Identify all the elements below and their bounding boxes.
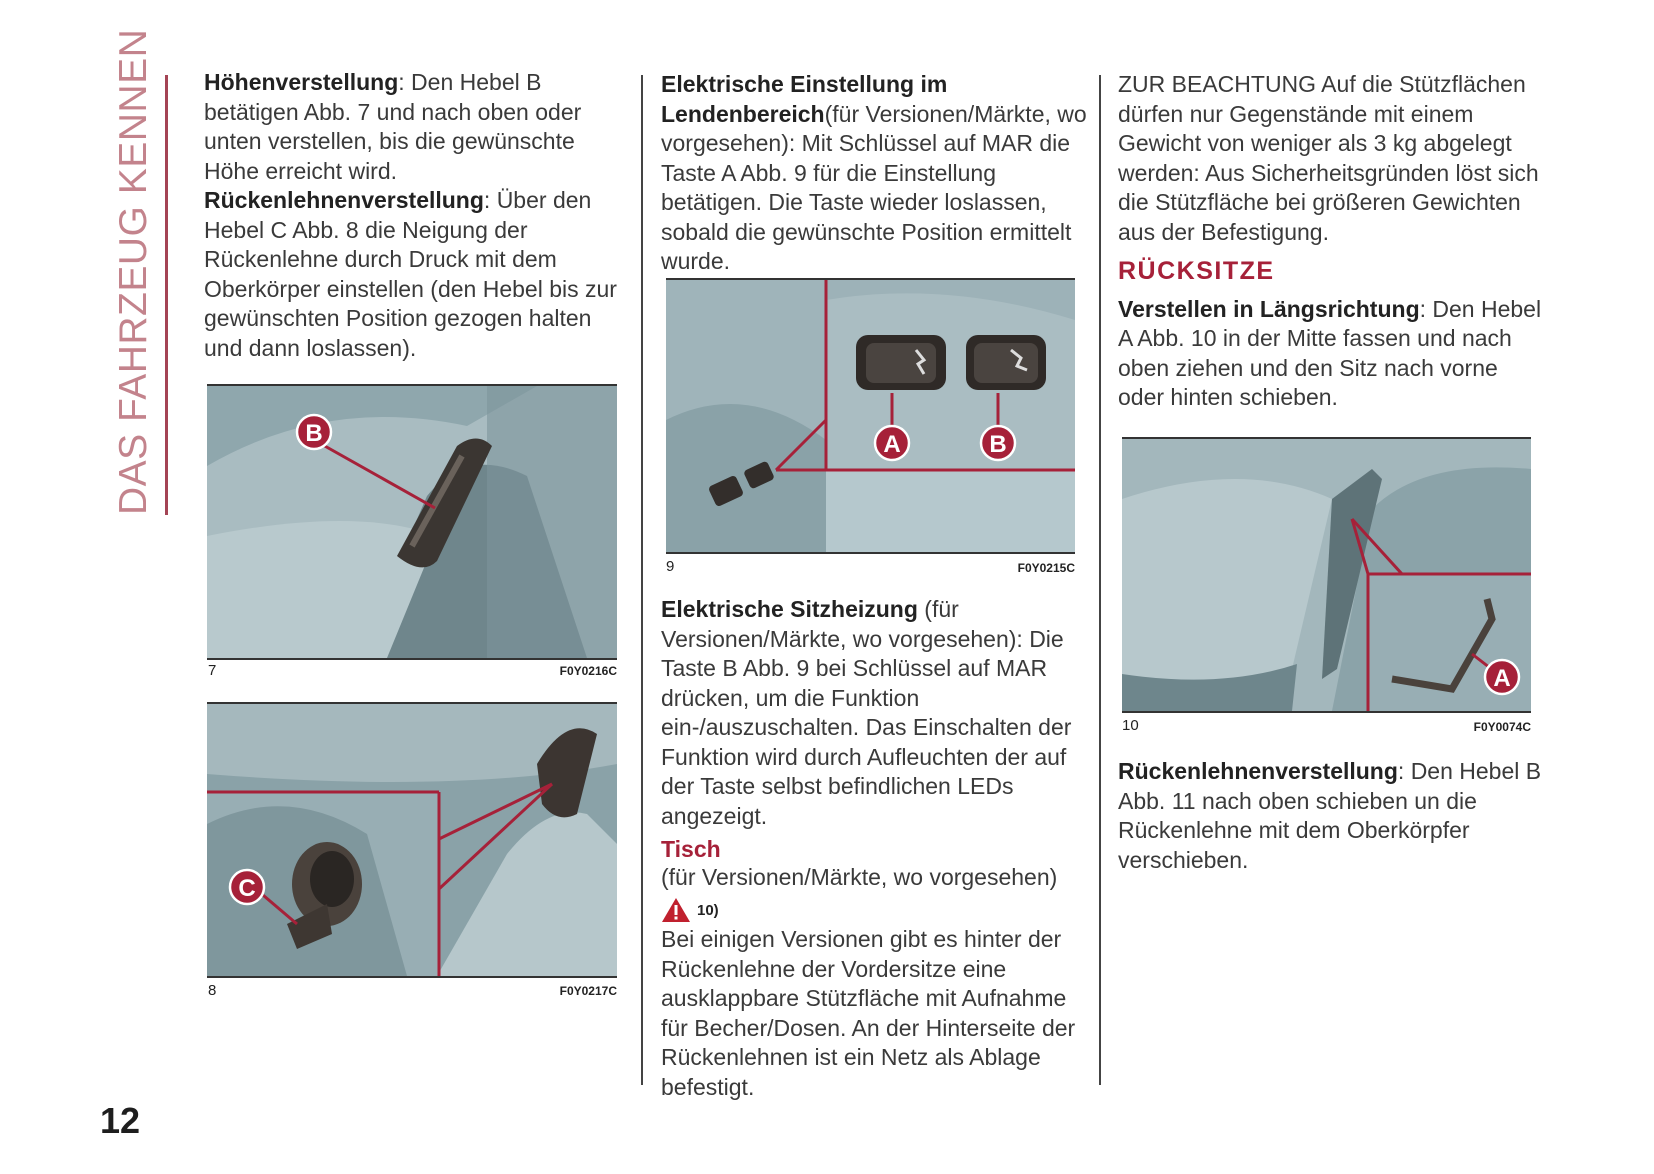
figure-10-code: F0Y0074C	[1473, 720, 1531, 734]
text-lendenbereich: (für Versionen/Märkte, wo vorgesehen): Mit Schlüssel auf MAR die Taste A Abb. 9 für die Einstellung betätigen. Die Taste wieder loslassen, sobald die gewünschte Position ermittelt wurde.	[661, 100, 1087, 274]
tisch-subtitle: (für Versionen/Märkte, wo vorgesehen)	[661, 863, 1058, 890]
section-title: RÜCKSITZE	[1118, 257, 1275, 285]
paragraph-lendenbereich	[661, 70, 1091, 277]
warning-number: 10)	[697, 901, 719, 919]
column-rule-2	[1099, 75, 1101, 1085]
column-1	[204, 68, 624, 363]
term-rueckenlehnenverstellung: Rückenlehnenverstellung	[204, 187, 484, 213]
callout-a-label: A	[883, 431, 901, 458]
text-sitzheizung: (für Versionen/Märkte, wo vorgesehen): Die Taste B Abb. 9 bei Schlüssel auf MAR drücken, um die Funktion ein-/auszuschalten. Das Einschalten der Funktion wird durch Aufleuchten der auf der Taste selbst befindlichen LEDs angezeigt.	[661, 596, 1072, 829]
text-rueckenlehnenverstellung: : Über den Hebel C Abb. 8 die Neigung der Rückenlehne durch Druck mit dem Oberkörper einstellen (den Hebel bis zur gewünschten Position gezogen halten und dann loslassen).	[204, 187, 617, 361]
paragraph-laengsrichtung	[1118, 295, 1548, 413]
column-rule-1	[641, 75, 643, 1085]
figure-8-number: 8	[208, 982, 217, 999]
column-2-lower	[661, 595, 1093, 1102]
callout-b-label: B	[989, 431, 1007, 458]
figure-7	[207, 384, 617, 660]
figure-7-number: 7	[208, 662, 217, 679]
side-title: DAS FAHRZEUG KENNEN	[112, 28, 155, 515]
heading-tisch	[661, 835, 1093, 865]
figure-8	[207, 702, 617, 978]
figure-9-number: 9	[666, 558, 675, 575]
callout-a-label: A	[1493, 665, 1511, 692]
callout-b-label: B	[305, 420, 323, 447]
term-hoehenverstellung: Höhenverstellung	[204, 69, 399, 95]
text-hoehenverstellung: : Den Hebel B betätigen Abb. 7 und nach oben oder unten verstellen, bis die gewünschte Höhe erreicht wird.	[204, 69, 582, 184]
section-ruecksitze	[1118, 257, 1548, 287]
side-title-rule	[165, 75, 168, 515]
callout-c-label: C	[238, 875, 256, 902]
figure-7-code: F0Y0216C	[559, 664, 617, 678]
figure-10	[1122, 437, 1531, 713]
figure-10-number: 10	[1122, 717, 1139, 734]
paragraph-beachtung: ZUR BEACHTUNG Auf die Stützflächen dürfen nur Gegenstände mit einem Gewicht von weniger als 3 kg abgelegt werden: Aus Sicherheitsgründen löst sich die Stützfläche bei größeren Gewichten aus der Befestigung.	[1118, 71, 1539, 245]
text-rueckenlehne-hinten: : Den Hebel B Abb. 11 nach oben schieben un die Rückenlehne mit dem Oberkörpfer verschieben.	[1118, 758, 1542, 873]
column-3	[1118, 70, 1548, 413]
column-2	[661, 70, 1091, 277]
figure-8-code: F0Y0217C	[559, 984, 617, 998]
term-rueckenlehne-hinten: Rückenlehnenverstellung	[1118, 758, 1398, 784]
page-number: 12	[100, 1100, 141, 1141]
figure-9	[666, 278, 1075, 554]
paragraph-rueckenlehnenverstellung	[204, 186, 624, 363]
tisch-title: Tisch	[661, 836, 721, 862]
figure-9-code: F0Y0215C	[1017, 561, 1075, 575]
term-sitzheizung: Elektrische Sitzheizung	[661, 596, 918, 622]
warning-reference	[661, 896, 1093, 926]
paragraph-sitzheizung	[661, 595, 1093, 831]
paragraph-hoehenverstellung	[204, 68, 624, 186]
column-3-lower	[1118, 757, 1548, 875]
paragraph-rueckenlehne-hinten	[1118, 757, 1548, 875]
text-laengsrichtung: : Den Hebel A Abb. 10 in der Mitte fassen und nach oben ziehen und den Sitz nach vorne oder hinten schieben.	[1118, 295, 1542, 410]
term-lendenbereich: Elektrische Einstellung im Lendenbereich	[661, 71, 948, 127]
warning-triangle-icon	[661, 897, 691, 923]
paragraph-tisch: Bei einigen Versionen gibt es hinter der Rückenlehne der Vordersitze eine ausklappbare Stützfläche mit Aufnahme für Becher/Dosen. An der Hinterseite der Rückenlehnen ist ein Netz als Ablage befestigt.	[661, 926, 1076, 1100]
term-laengsrichtung: Verstellen in Längsrichtung	[1118, 295, 1420, 322]
